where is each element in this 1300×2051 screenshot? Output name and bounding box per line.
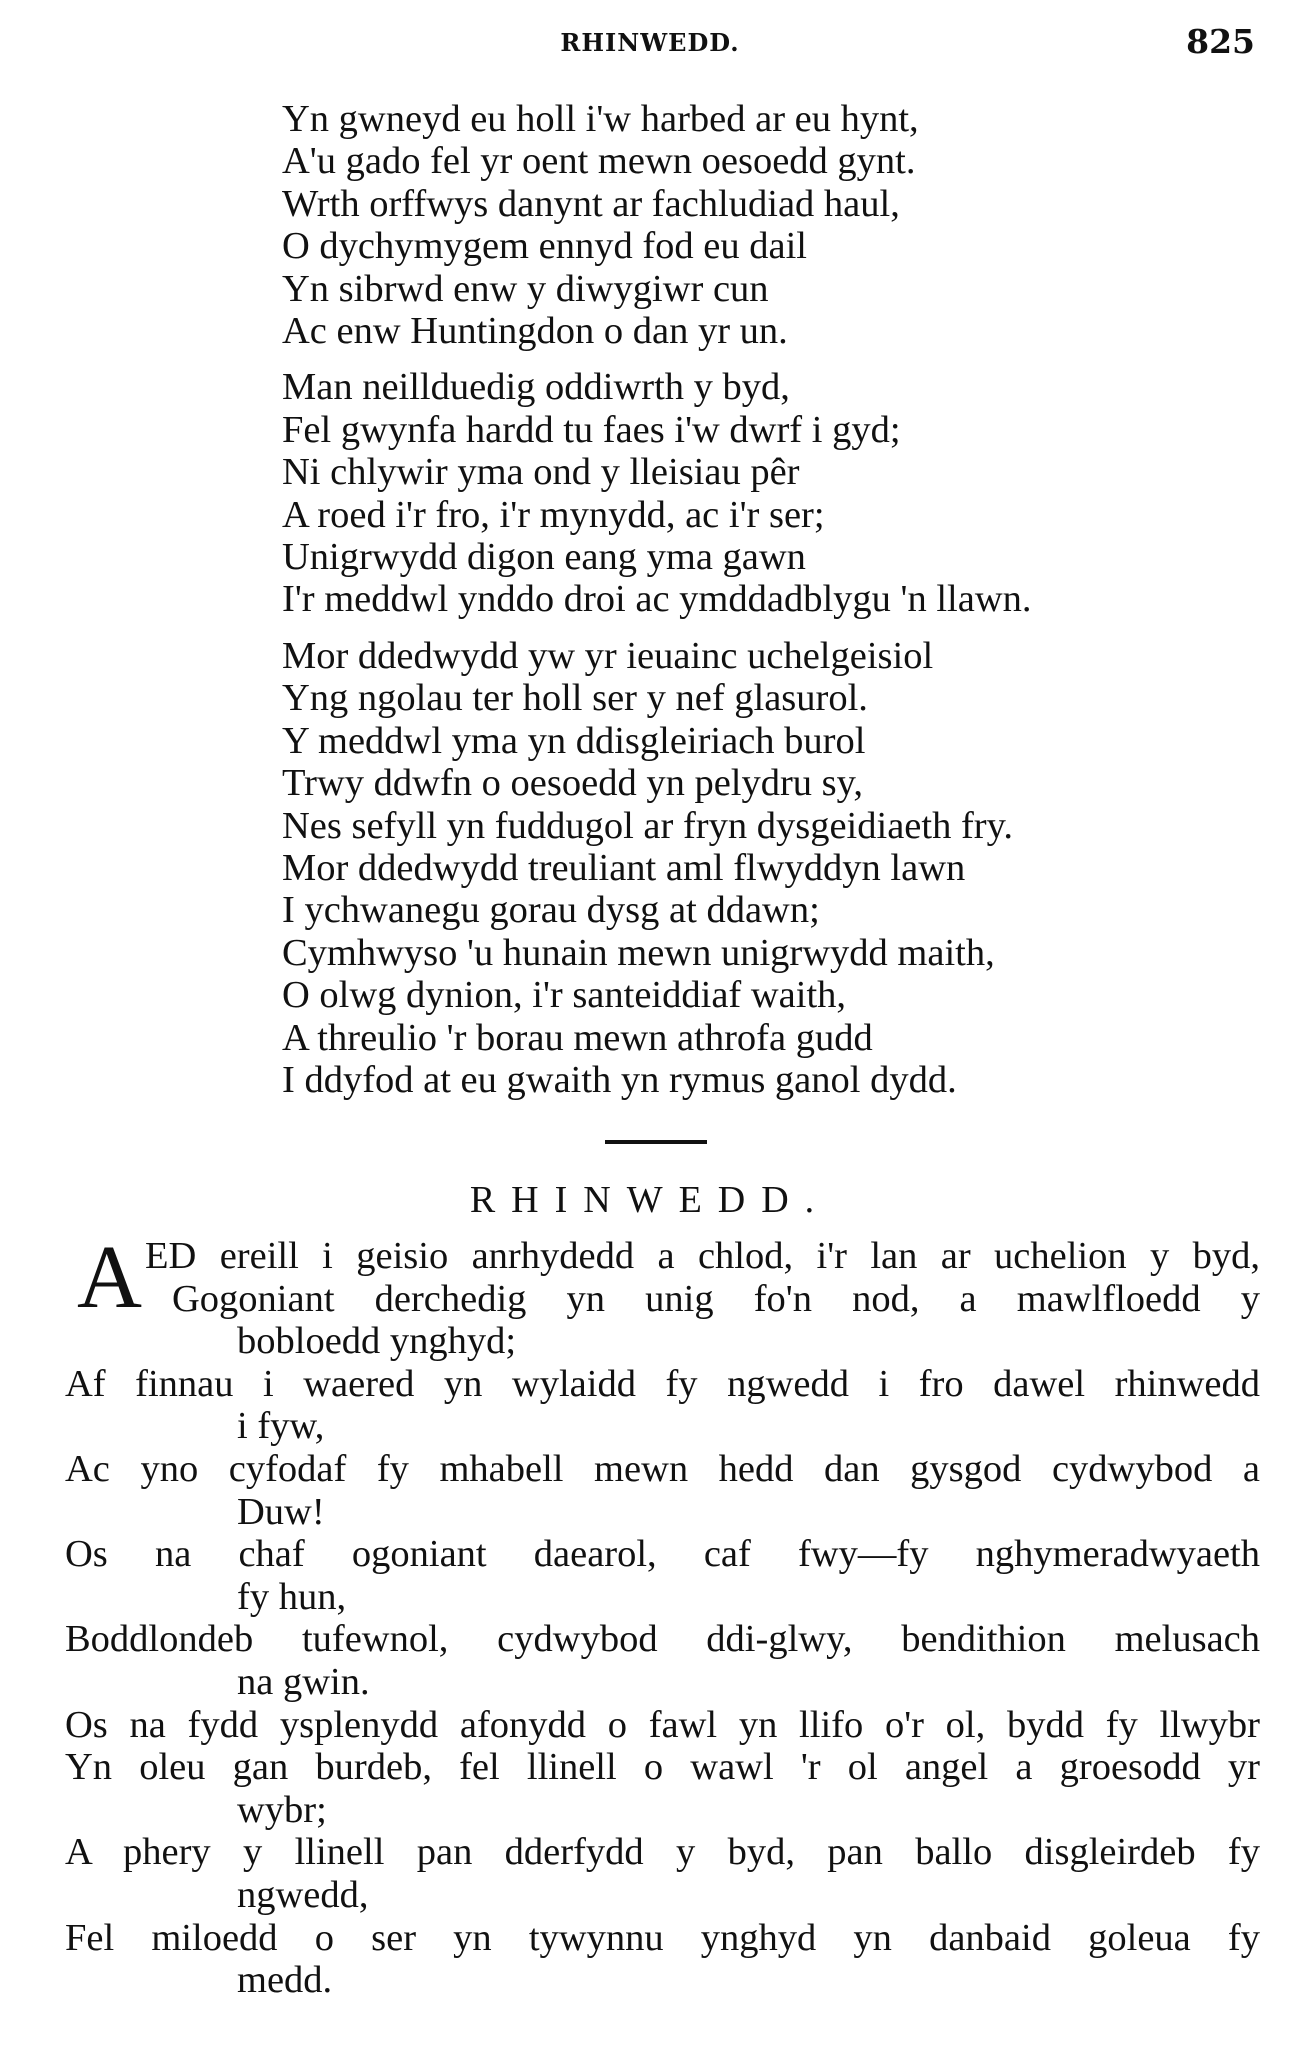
verse-line: A threulio 'r borau mewn athrofa gudd [282,1016,873,1059]
verse-line: Fel miloedd o ser yn tywynnu ynghyd yn danbaid goleua fy [65,1916,1260,1959]
verse-line: O olwg dynion, i'r santeiddiaf waith, [282,974,847,1017]
verse-continuation: i fyw, [237,1405,325,1448]
verse-line: Af finnau i waered yn wylaidd fy ngwedd i fro dawel rhinwedd [65,1362,1260,1405]
verse-continuation: wybr; [237,1788,327,1831]
verse-line: A phery y llinell pan dderfydd y byd, pan ballo disgleirdeb fy [65,1831,1260,1874]
verse-continuation: na gwin. [237,1660,370,1703]
verse-line: Nes sefyll yn fuddugol ar fryn dysgeidiaeth fry. [282,804,1013,847]
verse-line: I ychwanegu gorau dysg at ddawn; [282,889,820,932]
section-divider [605,1140,707,1144]
poem-entry [65,1831,1260,1916]
second-poem [65,1228,1260,2002]
page-number: 825 [1186,22,1255,61]
verse-line: Trwy ddwfn o oesoedd yn pelydru sy, [282,762,864,805]
verse-line: Man neillduedig oddiwrth y byd, [282,366,790,409]
verse-line: Wrth orffwys danynt ar fachludiad haul, [282,182,900,225]
poem-entry [65,1917,1260,2002]
verse-line: Ac enw Huntingdon o dan yr un. [282,310,788,353]
verse-line: Unigrwydd digon eang yma gawn [282,536,806,579]
verse-line: I'r meddwl ynddo droi ac ymddadblygu 'n llawn. [282,578,1032,621]
verse-line: Ac yno cyfodaf fy mhabell mewn hedd dan gysgod cydwybod a [65,1447,1260,1490]
verse-continuation: ngwedd, [237,1873,369,1916]
verse-line: Boddlondeb tufewnol, cydwybod ddi-glwy, bendithion melusach [65,1618,1260,1661]
verse-continuation: fy hun, [237,1575,347,1618]
verse-line: Yn sibrwd enw y diwygiwr cun [282,267,769,310]
verse-line: Mor ddedwydd treuliant aml flwyddyn lawn [282,846,966,889]
verse-line: Y meddwl yma yn ddisgleiriach burol [282,719,866,762]
verse-continuation: bobloedd ynghyd; [237,1320,517,1363]
poem-entry [65,1228,1260,1363]
poem-entry [65,1448,1260,1533]
verse-line: Fel gwynfa hardd tu faes i'w dwrf i gyd; [282,408,901,451]
stanza-3 [282,635,1262,1101]
poem-entry [65,1363,1260,1448]
verse-continuation: medd. [237,1959,333,2002]
verse-line: Os na fydd ysplenydd afonydd o fawl yn llifo o'r ol, bydd fy llwybr [65,1703,1260,1746]
verse-line: Cymhwyso 'u hunain mewn unigrwydd maith, [282,931,995,974]
poem-entry [65,1704,1260,1747]
drop-cap: A [77,1228,142,1327]
verse-line: A roed i'r fro, i'r mynydd, ac i'r ser; [282,493,825,536]
verse-line: Mor ddedwydd yw yr ieuainc uchelgeisiol [282,634,934,677]
verse-line: Gogoniant derchedig yn unig fo'n nod, a mawlfloedd y [172,1277,1260,1320]
verse-line: A'u gado fel yr oent mewn oesoedd gynt. [282,140,916,183]
running-head [0,22,1300,62]
stanza-1 [282,98,1262,352]
verse-continuation: Duw! [237,1490,325,1533]
poem-entry [65,1746,1260,1831]
verse-line: Yn oleu gan burdeb, fel llinell o wawl 'r ol angel a groesodd yr [65,1746,1260,1789]
verse-line: Yng ngolau ter holl ser y nef glasurol. [282,677,868,720]
verse-line: Yn gwneyd eu holl i'w harbed ar eu hynt, [282,98,919,140]
poem [282,98,1262,1115]
verse-line: Ni chlywir yma ond y lleisiau pêr [282,451,800,494]
verse-line: Os na chaf ogoniant daearol, caf fwy—fy nghymeradwyaeth [65,1533,1260,1576]
running-title: RHINWEDD. [560,28,740,57]
verse-line: O dychymygem ennyd fod eu dail [282,225,807,268]
stanza-2 [282,366,1262,620]
poem-entry [65,1533,1260,1618]
section-title: RHINWEDD. [469,1179,831,1221]
poem-entry [65,1618,1260,1703]
verse-line: I ddyfod at eu gwaith yn rymus ganol dydd. [282,1058,957,1101]
verse-line: ED ereill i geisio anrhydedd a chlod, i'r lan ar uchelion y byd, [145,1235,1260,1277]
